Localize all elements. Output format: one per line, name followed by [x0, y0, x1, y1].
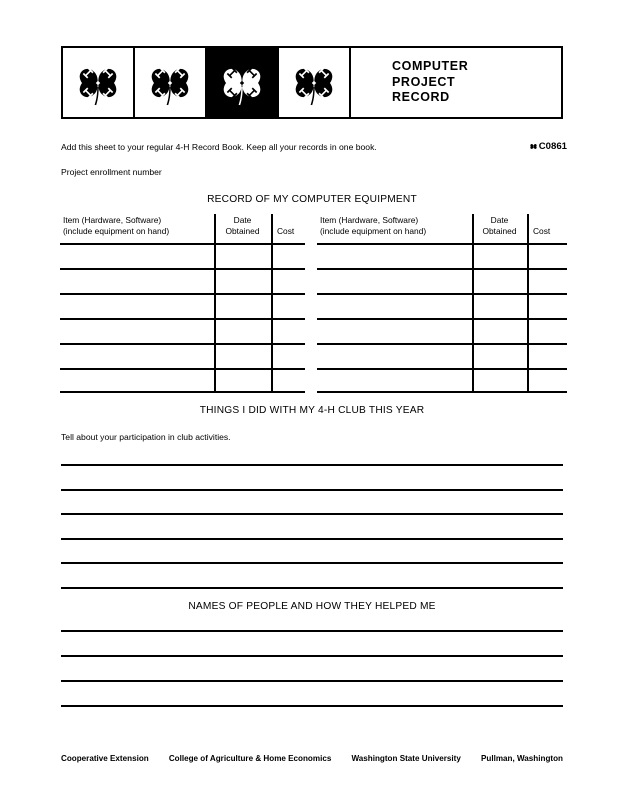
col-date-line2: Obtained [482, 225, 517, 236]
row-line [60, 368, 305, 370]
publication-code [529, 141, 567, 152]
col-item-line1: Item (Hardware, Software) [63, 215, 162, 225]
row-line [317, 391, 567, 393]
writing-line[interactable] [61, 587, 563, 589]
title-line-1: COMPUTER [392, 59, 469, 74]
footer-item-college: College of Agriculture & Home Economics [168, 754, 332, 763]
footer-item-location: Pullman, Washington [480, 754, 563, 763]
equipment-table-left [60, 214, 305, 393]
footer-item-cooperative-extension: Cooperative Extension [61, 754, 149, 763]
row-line [60, 391, 305, 393]
col-date-line1: Date [490, 215, 509, 225]
writing-line[interactable] [61, 630, 563, 632]
writing-line[interactable] [61, 464, 563, 466]
4h-clover-logo-3 [207, 48, 279, 117]
names-section-heading: NAMES OF PEOPLE AND HOW THEY HELPED ME [188, 601, 436, 612]
row-line [60, 343, 305, 345]
col-cost: Cost [277, 225, 295, 236]
writing-line[interactable] [61, 538, 563, 540]
writing-line[interactable] [61, 513, 563, 515]
col-item-line2: (include equipment on hand) [320, 225, 427, 236]
equipment-table-right [317, 214, 567, 393]
col-date-line2: Obtained [225, 225, 260, 236]
row-line [317, 293, 567, 295]
title-line-2: PROJECT [392, 74, 456, 89]
writing-line[interactable] [61, 489, 563, 491]
equipment-section-heading: RECORD OF MY COMPUTER EQUIPMENT [207, 194, 417, 205]
row-line [317, 318, 567, 320]
equipment-table-right-header [317, 214, 567, 244]
row-line [317, 268, 567, 270]
header-band [61, 46, 563, 119]
col-cost: Cost [533, 225, 551, 236]
equipment-table-left-header [60, 214, 305, 244]
title-line-3: RECORD [392, 90, 450, 105]
project-enrollment-number-label: Project enrollment number [61, 167, 162, 177]
things-section-heading: THINGS I DID WITH MY 4-H CLUB THIS YEAR [199, 405, 425, 416]
col-date-line1: Date [233, 215, 252, 225]
intro-note: Add this sheet to your regular 4-H Record Book. Keep all your records in one book. [61, 142, 377, 152]
row-line [60, 268, 305, 270]
col-item-line2: (include equipment on hand) [63, 225, 170, 236]
row-line [60, 293, 305, 295]
writing-line[interactable] [61, 680, 563, 682]
4h-clover-logo-1 [63, 48, 135, 117]
clover-icon [529, 142, 538, 151]
4h-clover-logo-4 [279, 48, 351, 117]
publication-code-text: C0861 [538, 141, 567, 152]
footer-item-university: Washington State University [351, 754, 461, 763]
writing-line[interactable] [61, 705, 563, 707]
row-line [60, 318, 305, 320]
writing-line[interactable] [61, 562, 563, 564]
document-title [351, 48, 561, 117]
4h-clover-logo-2 [135, 48, 207, 117]
writing-line[interactable] [61, 655, 563, 657]
footer [61, 754, 563, 763]
row-line [317, 343, 567, 345]
things-section-instruction: Tell about your participation in club activities. [61, 432, 231, 442]
row-line [317, 368, 567, 370]
col-item-line1: Item (Hardware, Software) [320, 215, 419, 225]
